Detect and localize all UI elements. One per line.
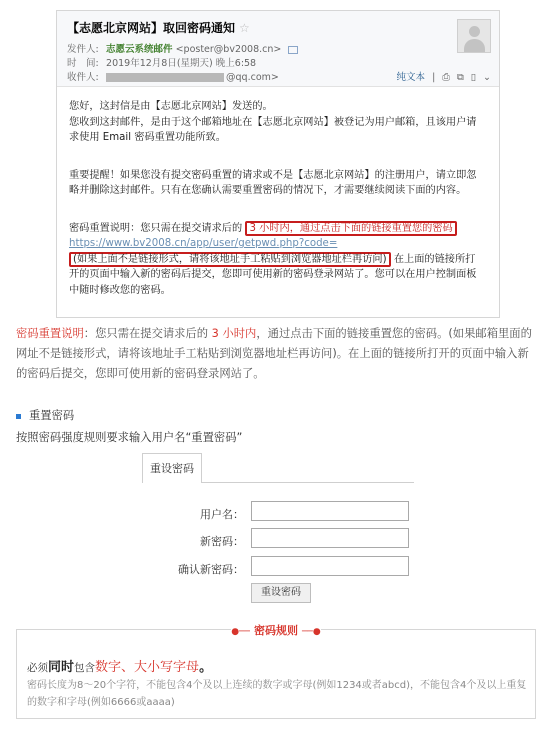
rules-title-text: 密码规则 — [250, 624, 302, 637]
sender-name[interactable]: 志愿云系统邮件 — [106, 44, 173, 55]
print-icon[interactable]: ⎙ — [442, 72, 450, 83]
email-subject — [67, 19, 250, 36]
username-label: 用户名： — [200, 508, 244, 521]
notice-highlight-box: (如果上面不是链接形式，请将该地址手工粘贴到浏览器地址栏再访问) — [69, 252, 391, 267]
share-icon[interactable]: ▯ — [470, 72, 476, 83]
chevron-down-icon[interactable]: ⌄ — [483, 72, 491, 83]
rules-detail: 密码长度为8～20个字符，不能包含4个及以上连续的数字或字母(例如1234或者abcd)，不能包含4个及以上重复的数字和字母(例如6666或aaaa) — [27, 680, 527, 708]
rules-contain: 包含 — [74, 662, 96, 674]
email-screenshot — [56, 10, 500, 318]
section-title — [16, 407, 74, 423]
plain-text-button[interactable]: 纯文本 — [396, 72, 426, 83]
notice-tail: 在上面的链接所打 — [393, 253, 476, 265]
email-time-row — [67, 55, 256, 69]
email-toolbar — [397, 69, 491, 83]
email-warning-line: 略并删除这封邮件。只有在您确认需要重置密码的情况下，才需要继续阅读下面的内容。 — [69, 185, 467, 196]
to-label: 收件人: — [67, 72, 99, 83]
rules-must: 必须 — [27, 662, 48, 674]
new-password-label: 新密码： — [200, 535, 244, 548]
to-address: @qq.com> — [226, 72, 279, 83]
email-to-row — [67, 69, 279, 83]
redacted-address — [106, 73, 224, 82]
rules-period: 。 — [199, 660, 213, 675]
email-subject-text: 【志愿北京网站】取回密码通知 — [67, 21, 236, 35]
reset-link[interactable]: https://www.bv2008.cn/app/user/getpwd.php?code= — [69, 238, 338, 249]
email-intro-line: 求使用 Email 密码重置功能所致。 — [69, 132, 226, 143]
divider-icon: | — [432, 72, 436, 83]
confirm-password-label: 确认新密码： — [178, 563, 244, 576]
rules-sep: 、 — [121, 660, 135, 675]
notice-tail: 中随时修改您的密码。 — [69, 284, 171, 296]
explanation-text: ，通过点击下面的链接重置您的密码。(如果邮箱里面的网址不是链接形式，请将该地址手工粘贴到浏览器地址栏再访问)。在上面的链接所打开的页面中输入新的密码后提交，您即可使用新的密码登录网站了。 — [16, 327, 532, 380]
explanation-text: ：您只需在提交请求后的 — [83, 327, 209, 340]
email-intro-line: 您收到这封邮件，是由于这个邮箱地址在【志愿北京网站】被登记为用户邮箱，且该用户请 — [69, 116, 477, 128]
email-from-row — [67, 41, 298, 55]
explanation-label: 密码重置说明 — [16, 327, 84, 340]
rules-digits: 数字 — [95, 660, 122, 675]
reset-highlight-box — [245, 221, 456, 236]
from-label: 发件人: — [67, 44, 99, 55]
reset-explanation — [16, 324, 540, 384]
section-title-text: 重置密码 — [29, 409, 75, 422]
rules-letters: 大小写字母 — [134, 660, 200, 675]
password-rules-box — [16, 624, 536, 719]
notice-tail: 开的页面中输入新的密码后提交，您即可使用新的密码登录网站了。您可以在用户控制面板 — [69, 269, 477, 280]
explanation-hours: 3 小时内 — [211, 327, 257, 340]
dot-icon: ──● — [302, 627, 321, 637]
rules-summary — [27, 656, 212, 675]
email-body — [69, 99, 489, 298]
reset-password-button[interactable]: 重设密码 — [251, 583, 311, 603]
sender-address: <poster@bv2008.cn> — [175, 44, 282, 55]
dot-icon: ●── — [231, 627, 250, 637]
bullet-icon — [16, 414, 21, 419]
new-password-input[interactable] — [251, 528, 409, 548]
email-notice-line — [69, 252, 489, 268]
reset-highlight-text: 3 小时内，通过点击下面的链接重置您的密码 — [249, 222, 453, 234]
tab-reset-password[interactable]: 重设密码 — [142, 453, 202, 483]
new-window-icon[interactable]: ⧉ — [456, 72, 464, 83]
email-warning-line: 重要提醒！如果您没有提交密码重置的请求或不是【志愿北京网站】的注册用户，请立即忽 — [69, 169, 477, 181]
confirm-password-input[interactable] — [251, 556, 409, 576]
tab-divider — [202, 482, 414, 483]
email-reset-line — [69, 221, 489, 237]
username-input[interactable] — [251, 501, 409, 521]
sender-avatar — [457, 19, 491, 53]
star-icon[interactable]: ☆ — [239, 21, 250, 35]
rules-simultaneous: 同时 — [48, 660, 75, 675]
rules-title — [17, 622, 535, 638]
email-greeting: 您好，这封信是由【志愿北京网站】发送的。 — [69, 101, 273, 112]
time-label: 时 间: — [67, 58, 99, 69]
email-header — [57, 11, 499, 87]
time-value: 2019年12月8日(星期天) 晚上6:58 — [106, 58, 257, 69]
vcard-icon[interactable] — [288, 46, 298, 54]
reset-prefix: 密码重置说明：您只需在提交请求后的 — [69, 222, 243, 234]
section-instruction: 按照密码强度规则要求输入用户名“重置密码” — [16, 431, 243, 444]
